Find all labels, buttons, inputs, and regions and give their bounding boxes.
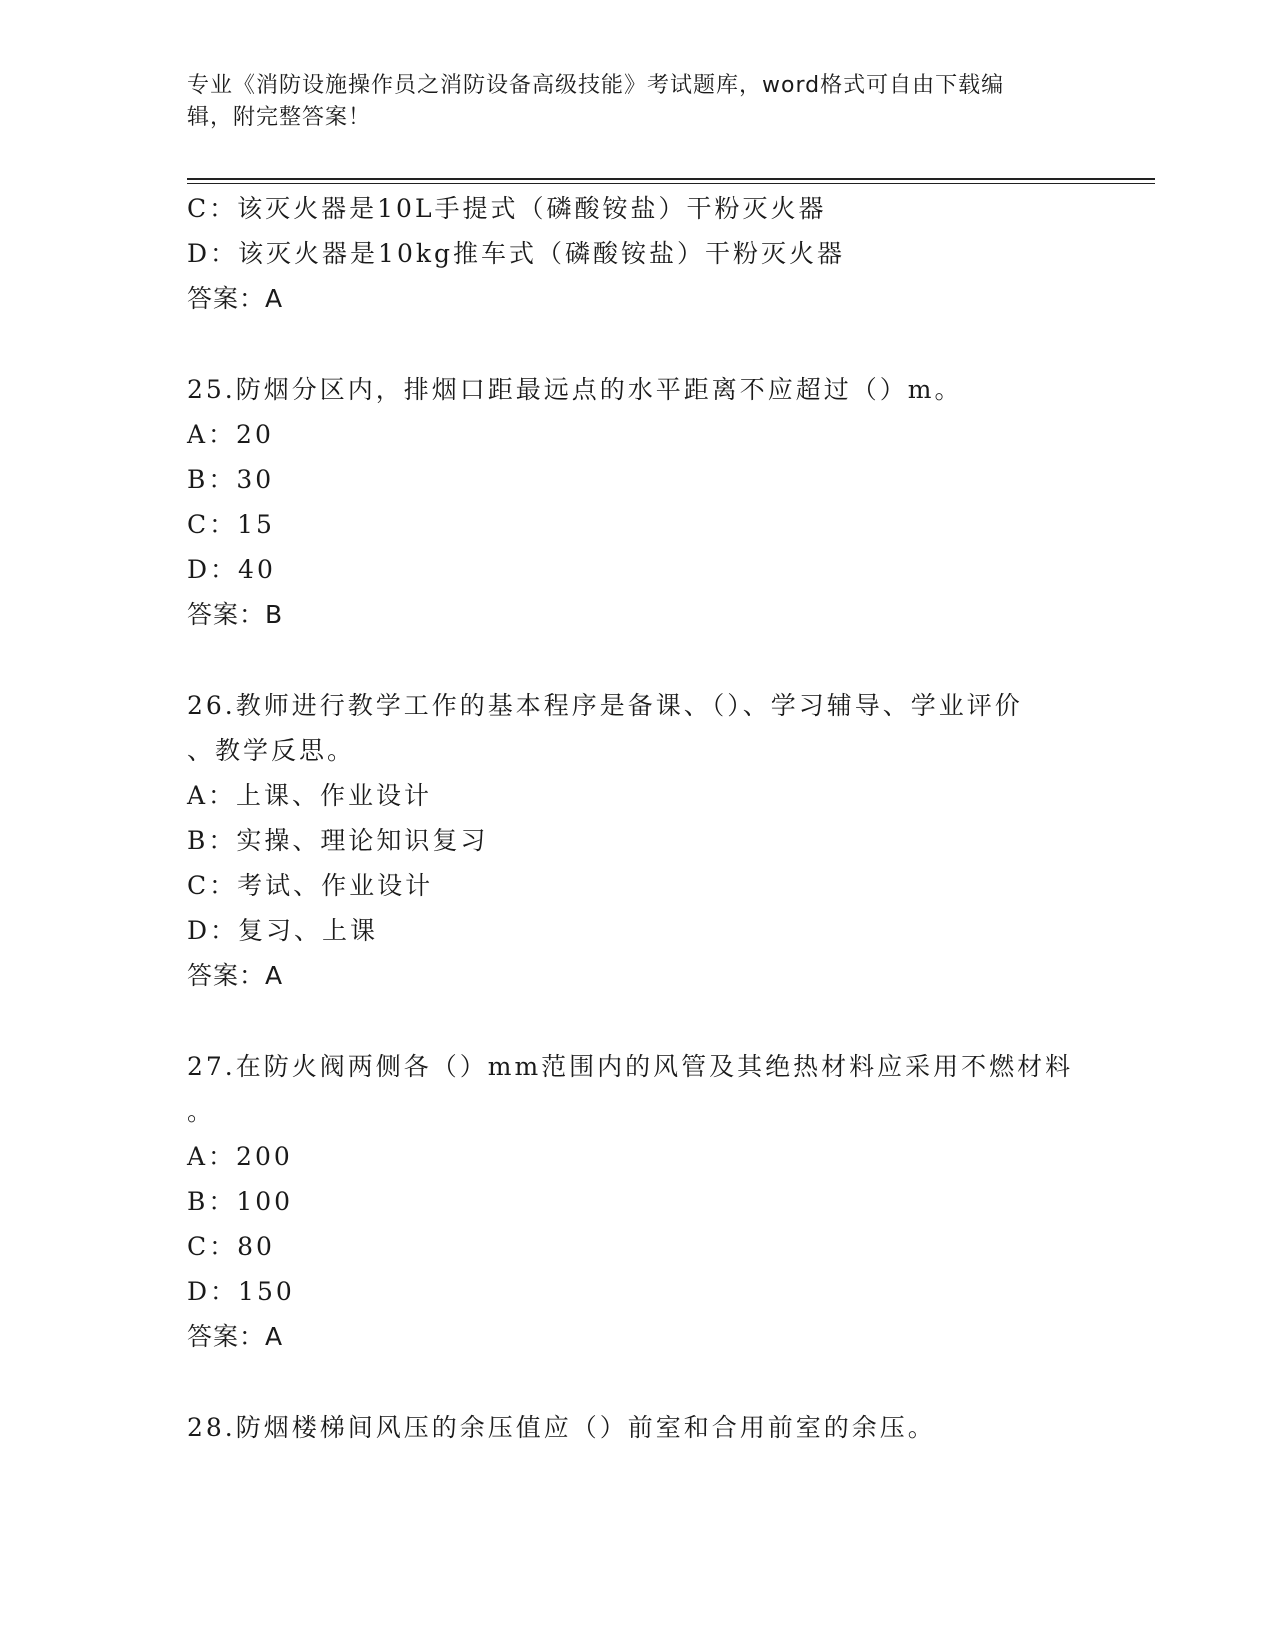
q26-stem-line-2: 、教学反思。	[187, 736, 356, 765]
q25-answer: 答案：B	[187, 600, 284, 629]
q25-option-d: D：40	[187, 555, 276, 584]
header-line-2: 辑，附完整答案！	[187, 105, 372, 130]
prev-option-c: C：该灭火器是10L手提式（磷酸铵盐）干粉灭火器	[187, 194, 827, 223]
q27-option-b: B：100	[187, 1187, 294, 1216]
q25-option-b: B：30	[187, 465, 275, 494]
q26-answer: 答案：A	[187, 961, 284, 990]
q26-option-b: B：实操、理论知识复习	[187, 826, 489, 855]
q25-stem: 25.防烟分区内，排烟口距最远点的水平距离不应超过（）m。	[187, 375, 963, 404]
q26-option-a: A：上课、作业设计	[187, 781, 433, 810]
q27-option-d: D：150	[187, 1277, 295, 1306]
prev-option-d: D：该灭火器是10kg推车式（磷酸铵盐）干粉灭火器	[187, 239, 846, 268]
q27-option-a: A：200	[187, 1142, 293, 1171]
header-line-1: 专业《消防设施操作员之消防设备高级技能》考试题库，word格式可自由下载编	[187, 73, 1005, 98]
document-header	[187, 70, 1087, 134]
header-divider-thick	[187, 178, 1155, 180]
prev-answer: 答案：A	[187, 284, 284, 313]
q27-option-c: C：80	[187, 1232, 275, 1261]
q25-option-c: C：15	[187, 510, 275, 539]
header-divider-thin	[187, 183, 1155, 184]
q28-stem: 28.防烟楼梯间风压的余压值应（）前室和合用前室的余压。	[187, 1413, 936, 1442]
q25-option-a: A：20	[187, 420, 274, 449]
q26-stem-line-1: 26.教师进行教学工作的基本程序是备课、（）、学习辅导、学业评价	[187, 691, 1023, 720]
q26-option-c: C：考试、作业设计	[187, 871, 434, 900]
q27-stem-line-1: 27.在防火阀两侧各（）mm范围内的风管及其绝热材料应采用不燃材料	[187, 1052, 1074, 1081]
q27-answer: 答案：A	[187, 1322, 284, 1351]
q27-stem-line-2: 。	[187, 1097, 216, 1126]
q26-option-d: D：复习、上课	[187, 916, 379, 945]
